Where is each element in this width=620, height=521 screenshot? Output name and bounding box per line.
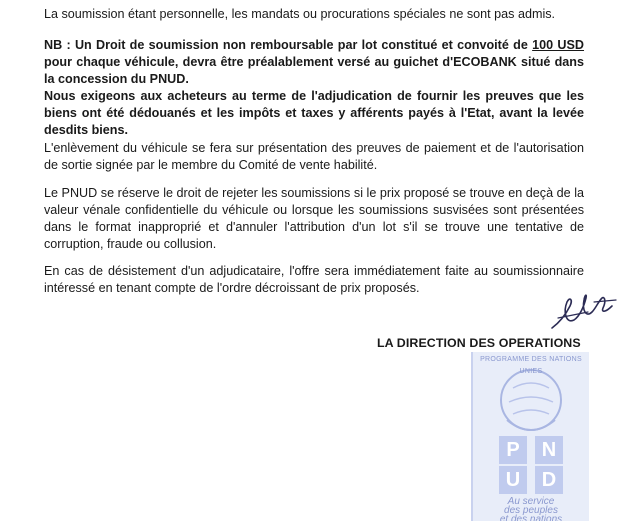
text-line: valeur vénale confidentielle du véhicule ou lorsque les soumissions susvisées sont présentées <box>44 203 584 217</box>
paragraph-withdrawal <box>44 263 584 297</box>
handwritten-signature <box>548 288 618 338</box>
text-line: L'enlèvement du véhicule se fera sur présentation des preuves de paiement et de l'autorisation <box>44 141 584 155</box>
paragraph-vehicle-removal <box>44 140 584 174</box>
signatory-title: LA DIRECTION DES OPERATIONS <box>377 336 581 350</box>
text-line: biens ont été dédouanés et les impôts et taxes y afférents payés à l'Etat, avant la levée <box>44 106 584 120</box>
stamp-letter-n: N <box>541 439 557 461</box>
text-line <box>44 37 584 54</box>
text-line: dans le format inapproprié et d'annuler l'attribution d'un lot s'il se trouve une tentative de <box>44 220 584 234</box>
text-line: La soumission étant personnelle, les mandats ou procurations spéciales ne sont pas admis. <box>44 7 556 21</box>
text-line: Le PNUD se réserve le droit de rejeter les soumissions si le prix proposé se trouve en deçà de la <box>44 186 584 200</box>
text-line: de sortie signée par le membre du Comité de vente habilité. <box>44 158 378 172</box>
stamp-motto-line-3: et des nations <box>499 514 563 521</box>
text-line: Nous exigeons aux acheteurs au terme de l'adjudication de fournir les preuves que les <box>44 89 584 103</box>
pnud-stamp <box>471 352 589 521</box>
text-line: En cas de désistement d'un adjudicataire, l'offre sera immédiatement faite au soumissionnaire <box>44 264 584 278</box>
paragraph-personal-submission <box>44 6 584 23</box>
text-line: intéressé en tenant compte de l'ordre décroissant de prix proposés. <box>44 281 420 295</box>
text-line: la concession du PNUD. <box>44 72 189 86</box>
stamp-letter-d: D <box>541 469 557 491</box>
fee-amount: 100 USD <box>532 38 585 52</box>
stamp-motto-line-1: Au service <box>507 496 555 507</box>
stamp-letter-u: U <box>505 469 521 491</box>
stamp-header: PROGRAMME DES NATIONS UNIES <box>480 356 582 375</box>
text-line: corruption, fraude ou collusion. <box>44 237 217 251</box>
paragraph-nb-fee <box>44 37 584 139</box>
paragraph-pnud-rights <box>44 185 584 253</box>
nb-lead-text: NB : Un Droit de soumission non remboursable par lot constitué et convoité de <box>44 38 533 52</box>
text-line: desdits biens. <box>44 123 128 137</box>
stamp-letter-p: P <box>506 439 520 461</box>
stamp-motto-line-2: des peuples <box>504 505 558 516</box>
text-line: pour chaque véhicule, devra être préalablement versé au guichet d'ECOBANK situé dans <box>44 55 584 69</box>
